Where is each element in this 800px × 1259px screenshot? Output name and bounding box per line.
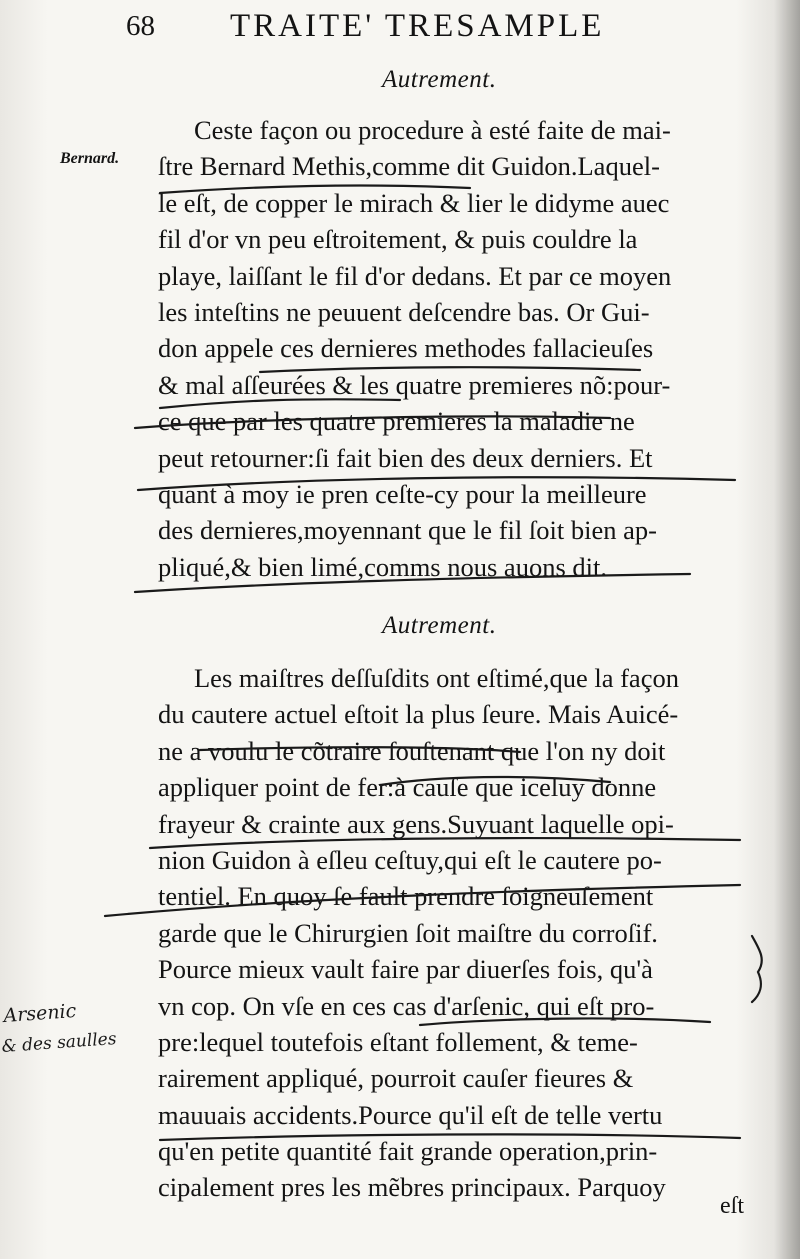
text-line: du cautere actuel eſtoit la plus ſeure. Mais Auicé- xyxy=(158,699,679,730)
text-line: qu'en petite quantité fait grande operation,prin- xyxy=(158,1136,658,1167)
text-line: tentiel. En quoy ſe fault prendre ſoigneuſement xyxy=(158,881,654,912)
text-line: le eſt, de copper le mirach & lier le didyme auec xyxy=(158,187,670,218)
text-line: garde que le Chirurgien ſoit maiſtre du corroſif. xyxy=(158,917,658,948)
page-header xyxy=(110,10,690,50)
text-line: appliquer point de fer:à cauſe que iceluy donne xyxy=(158,772,657,803)
text-line: pre:lequel toutefois eſtant follement, & teme- xyxy=(158,1026,638,1057)
page-edge-shadow xyxy=(774,0,800,1259)
section-heading-1: Autrement. xyxy=(382,66,497,93)
running-title: TRAITE' TRESAMPLE xyxy=(230,8,605,44)
text-line: ne a voulu le cõtraire ſouſtenant que l'on ny doit xyxy=(158,735,666,766)
text-line: nion Guidon à eſleu ceſtuy,qui eſt le cautere po- xyxy=(158,844,662,875)
handwritten-note: Arsenic xyxy=(2,999,77,1027)
text-line: Ceste façon ou procedure à esté faite de mai- xyxy=(194,115,671,145)
ink-bracket xyxy=(752,936,762,1002)
paragraph-2 xyxy=(158,660,752,1206)
text-line: Pource mieux vault faire par diuerſes fois, qu'à xyxy=(158,954,653,985)
text-line: des dernieres,moyennant que le fil ſoit bien ap- xyxy=(158,515,657,546)
text-line: les inteſtins ne peuuent deſcendre bas. Or Gui- xyxy=(158,296,650,327)
section-heading-2: Autrement. xyxy=(382,612,497,639)
page-number: 68 xyxy=(126,10,155,42)
text-line: mauuais accidents.Pource qu'il eſt de telle vertu xyxy=(158,1099,663,1130)
text-line: & mal aſſeurées & les quatre premieres nõ:pour- xyxy=(158,369,671,400)
text-line: pliqué,& bien limé,comms nous auons dit. xyxy=(158,551,607,582)
text-line: quant à moy ie pren ceſte-cy pour la meilleure xyxy=(158,478,647,509)
text-line: vn cop. On vſe en ces cas d'arſenic, qui eſt pro- xyxy=(158,990,655,1021)
text-line: ſtre Bernard Methis,comme dit Guidon.Laquel- xyxy=(158,151,660,182)
text-line: Les maiſtres deſſuſdits ont eſtimé,que la façon xyxy=(194,663,679,693)
paragraph-1 xyxy=(158,112,752,585)
text-line: frayeur & crainte aux gens.Suyuant laquelle opi- xyxy=(158,808,674,839)
text-line: ce que par les quatre premieres la maladie ne xyxy=(158,406,635,437)
text-line: peut retourner:ſi fait bien des deux derniers. Et xyxy=(158,442,653,473)
catchword: eſt xyxy=(720,1193,744,1219)
text-line: don appele ces dernieres methodes fallacieuſes xyxy=(158,333,654,364)
margin-note-bernard: Bernard. xyxy=(60,150,120,167)
text-line: fil d'or vn peu eſtroitement, & puis couldre la xyxy=(158,224,638,255)
text-line: rairement appliqué, pourroit cauſer fieures & xyxy=(158,1063,634,1094)
text-line: playe, laiſſant le fil d'or dedans. Et par ce moyen xyxy=(158,260,672,291)
text-line: cipalement pres les mẽbres principaux. Parquoy xyxy=(158,1172,666,1203)
handwritten-note: & des saulles xyxy=(0,1029,118,1057)
